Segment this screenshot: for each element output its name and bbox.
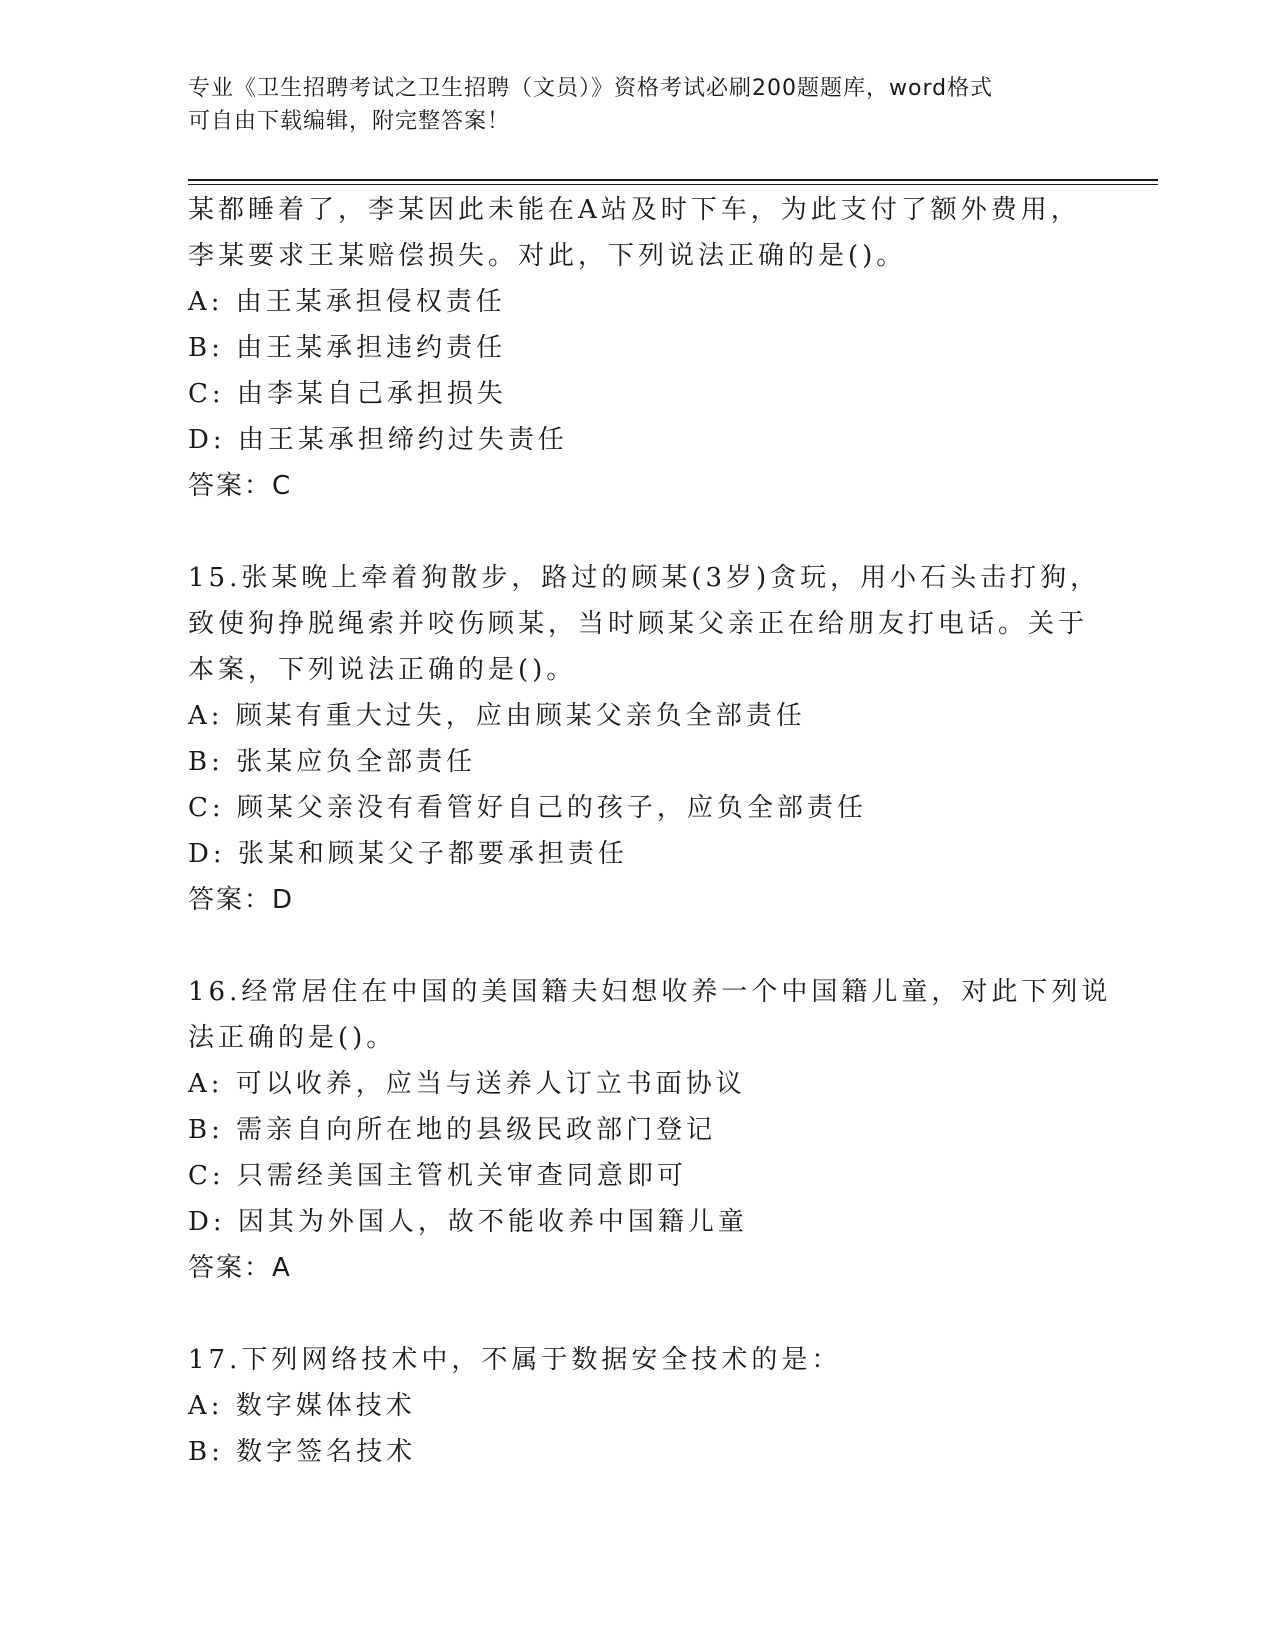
answer: 答案：A	[188, 1253, 292, 1283]
option-a: A: 数字媒体技术	[188, 1391, 416, 1421]
question-17	[188, 1337, 1088, 1475]
option-c: C: 只需经美国主管机关审查同意即可	[188, 1161, 687, 1191]
document-header	[188, 72, 1088, 138]
option-b: B: 由王某承担违约责任	[188, 333, 507, 363]
header-divider-thick	[188, 179, 1158, 181]
question-text-line: 某都睡着了，李某因此未能在A站及时下车，为此支付了额外费用，	[188, 195, 1081, 225]
question-15	[188, 555, 1101, 923]
answer: 答案：C	[188, 471, 293, 501]
answer: 答案：D	[188, 885, 295, 915]
spacer	[188, 509, 1088, 555]
question-16	[188, 969, 1112, 1291]
option-a: A: 可以收养，应当与送养人订立书面协议	[188, 1069, 746, 1099]
question-text-line: 17.下列网络技术中，不属于数据安全技术的是：	[188, 1345, 842, 1375]
option-a: A: 由王某承担侵权责任	[188, 287, 506, 317]
question-text-line: 李某要求王某赔偿损失。对此，下列说法正确的是()。	[188, 241, 907, 271]
option-a: A: 顾某有重大过失，应由顾某父亲负全部责任	[188, 701, 806, 731]
option-d: D: 张某和顾某父子都要承担责任	[188, 839, 628, 869]
option-c: C: 由李某自己承担损失	[188, 379, 507, 409]
question-list	[188, 187, 1112, 1475]
question-14-continued	[188, 187, 1088, 509]
option-d: D: 由王某承担缔约过失责任	[188, 425, 568, 455]
option-b: B: 数字签名技术	[188, 1437, 417, 1467]
option-b: B: 张某应负全部责任	[188, 747, 477, 777]
option-b: B: 需亲自向所在地的县级民政部门登记	[188, 1115, 717, 1145]
header-line-2: 可自由下载编辑，附完整答案！	[188, 109, 511, 134]
spacer	[188, 1291, 1088, 1337]
question-text-line: 致使狗挣脱绳索并咬伤顾某，当时顾某父亲正在给朋友打电话。关于	[188, 609, 1089, 639]
header-divider-thin	[188, 184, 1158, 185]
option-c: C: 顾某父亲没有看管好自己的孩子，应负全部责任	[188, 793, 867, 823]
question-text-line: 本案，下列说法正确的是()。	[188, 655, 577, 685]
question-text-line: 16.经常居住在中国的美国籍夫妇想收养一个中国籍儿童，对此下列说	[188, 977, 1112, 1007]
question-text-line: 法正确的是()。	[188, 1023, 397, 1053]
header-line-1: 专业《卫生招聘考试之卫生招聘（文员）》资格考试必刷200题题库，word格式	[188, 76, 994, 101]
option-d: D: 因其为外国人，故不能收养中国籍儿童	[188, 1207, 748, 1237]
spacer	[188, 923, 1088, 969]
question-text-line: 15.张某晚上牵着狗散步，路过的顾某(3岁)贪玩，用小石头击打狗，	[188, 563, 1101, 593]
